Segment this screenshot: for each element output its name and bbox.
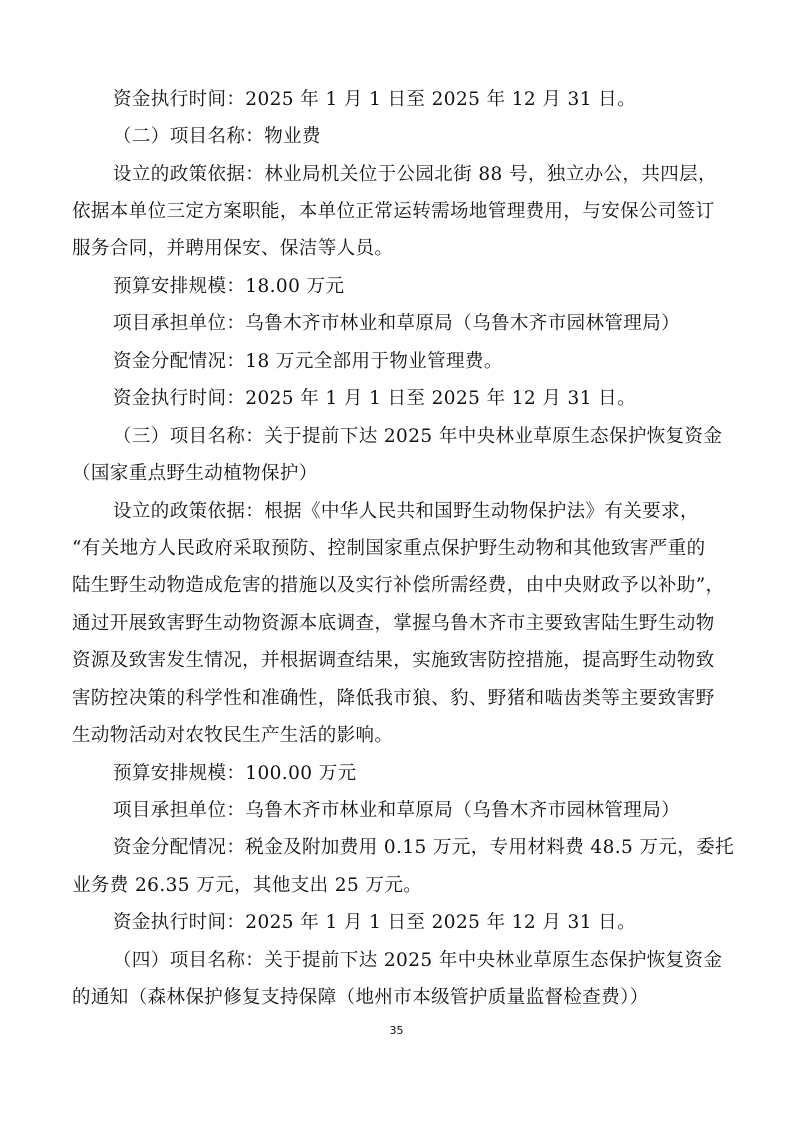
section-heading: （三）项目名称：关于提前下达 2025 年中央林业草原生态保护恢复资金	[113, 426, 723, 447]
text-line: 服务合同，并聘用保安、保洁等人员。	[72, 238, 394, 259]
text-line: 预算安排规模：18.00 万元	[113, 276, 345, 297]
text-line: 资金执行时间：2025 年 1 月 1 日至 2025 年 12 月 31 日。	[113, 89, 636, 110]
text-line: 资源及致害发生情况，并根据调查结果，实施致害防控措施，提高野生动物致	[72, 650, 715, 671]
text-line: 业务费 26.35 万元，其他支出 25 万元。	[72, 875, 423, 896]
section-heading: （四）项目名称：关于提前下达 2025 年中央林业草原生态保护恢复资金	[113, 950, 723, 971]
text-line: 生动物活动对农牧民生产生活的影响。	[72, 725, 394, 746]
text-line: 陆生野生动物造成危害的措施以及实行补偿所需经费，由中央财政予以补助”，	[72, 575, 725, 596]
text-line: 依据本单位三定方案职能，本单位正常运转需场地管理费用，与安保公司签订	[72, 201, 715, 222]
text-line: 设立的政策依据：林业局机关位于公园北街 88 号，独立办公，共四层，	[113, 164, 717, 185]
text-line: 害防控决策的科学性和准确性，降低我市狼、豹、野猪和啮齿类等主要致害野	[72, 688, 715, 709]
text-line: 资金分配情况：税金及附加费用 0.15 万元，专用材料费 48.5 万元，委托	[113, 837, 735, 858]
section-heading-continued: （国家重点野生动植物保护）	[72, 463, 318, 484]
text-line: 资金执行时间：2025 年 1 月 1 日至 2025 年 12 月 31 日。	[113, 388, 636, 409]
text-line: 通过开展致害野生动物资源本底调查，掌握乌鲁木齐市主要致害陆生野生动物	[72, 613, 715, 634]
text-line: 预算安排规模：100.00 万元	[113, 763, 357, 784]
text-line: 资金分配情况：18 万元全部用于物业管理费。	[113, 351, 503, 372]
section-heading-continued: 的通知（森林保护修复支持保障（地州市本级管护质量监督检查费））	[72, 987, 649, 1008]
page-number: 35	[389, 1024, 404, 1037]
section-heading: （二）项目名称：物业费	[113, 126, 321, 147]
text-line: 项目承担单位：乌鲁木齐市林业和草原局（乌鲁木齐市园林管理局）	[113, 800, 681, 821]
text-line: “有关地方人民政府采取预防、控制国家重点保护野生动物和其他致害严重的	[72, 538, 706, 559]
text-line: 设立的政策依据：根据《中华人民共和国野生动物保护法》有关要求，	[113, 501, 699, 522]
text-line: 资金执行时间：2025 年 1 月 1 日至 2025 年 12 月 31 日。	[113, 912, 636, 933]
text-line: 项目承担单位：乌鲁木齐市林业和草原局（乌鲁木齐市园林管理局）	[113, 313, 681, 334]
